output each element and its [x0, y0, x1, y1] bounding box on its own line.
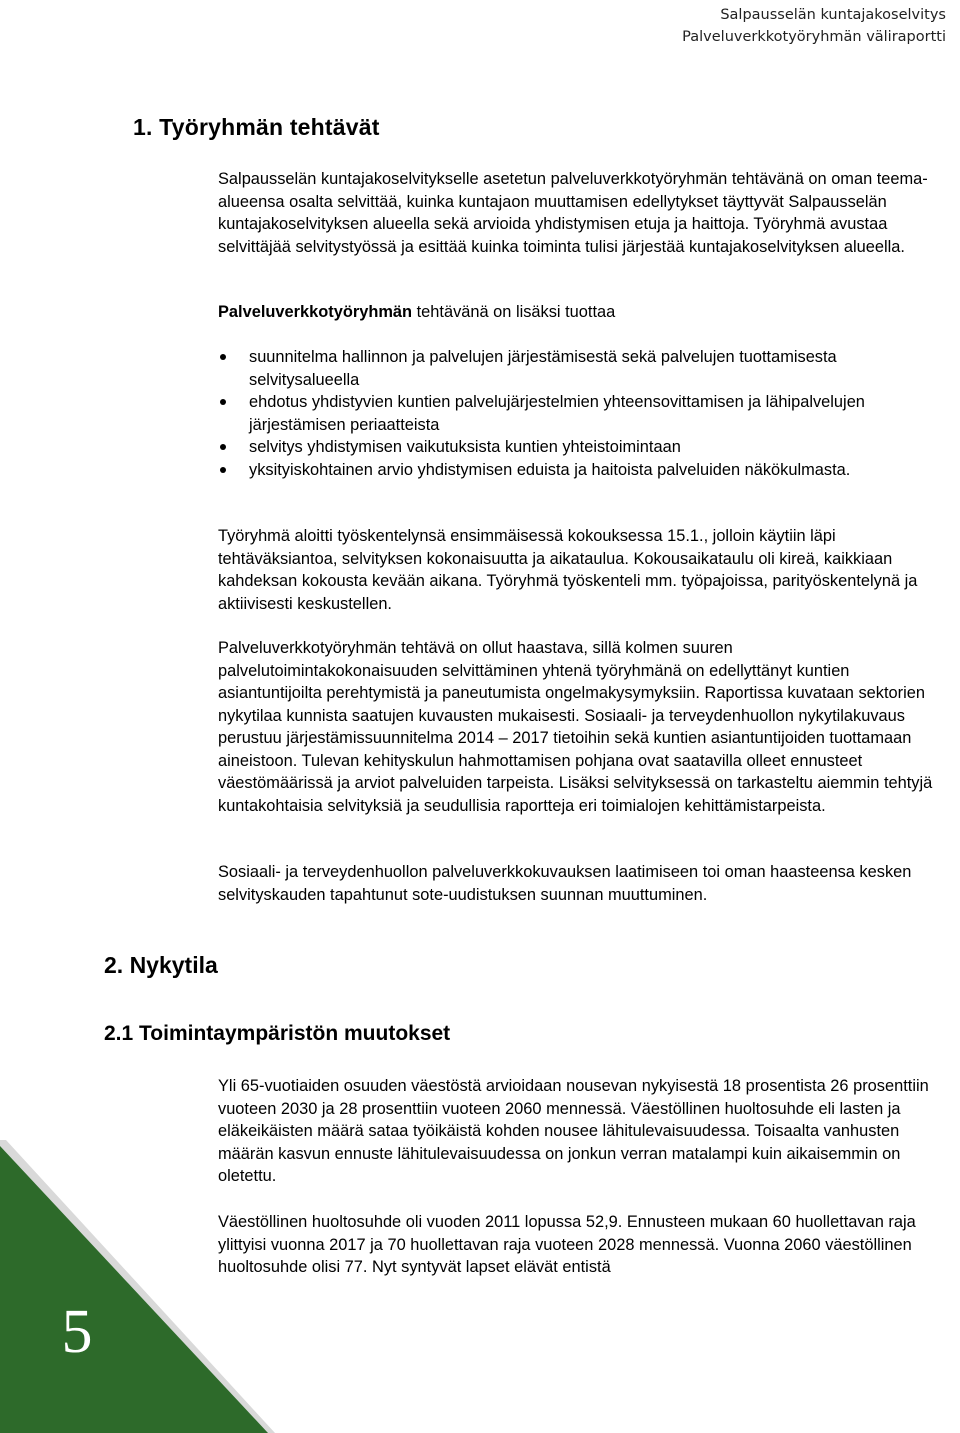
bullet-item: [218, 436, 950, 459]
bullet-text: yksityiskohtainen arvio yhdistymisen eduista ja haitoista palveluiden näkökulmasta.: [249, 460, 851, 479]
bullet-text: selvitys yhdistymisen vaikutuksista kuntien yhteistoimintaan: [249, 438, 681, 456]
bullet-item: [218, 459, 950, 482]
task-lead-rest: tehtävänä on lisäksi tuottaa: [416, 303, 616, 321]
challenge-paragraph: Palveluverkkotyöryhmän tehtävä on ollut haastava, sillä kolmen suuren palvelutoimintakokonaisuuden selvittäminen yhtenä työryhmänä on edellyttänyt kuntien asiantuntijoilta perehtymistä ja paneutumista ongelmakysymyksiin. Raportissa kuvataan sektorien nykytilaa kunnista saatujen kuvausten mukaisesti. Sosiaali- ja terveydenhuollon nykytilakuvaus perustuu järjestämissuunnitelma 2014 – 2017 tietoihin sekä kuntien asiantuntijoiden tuottamaan aineistoon. Tulevan kehityskulun hahmottamisen pohjana ovat saatavilla olleet ennusteet väestömäärissä ja arviot palveluiden tarpeista. Lisäksi selvityksessä on tarkasteltu aiemmin tehtyjä kuntakohtaisia selvityksiä ja seudullisia raportteja eri toimialojen kehittämistarpeista.: [218, 639, 933, 815]
header-report-title: Palveluverkkotyöryhmän väliraportti: [682, 29, 946, 45]
page-number: 5: [61, 1298, 93, 1366]
header-report-series: Salpausselän kuntajakoselvitys: [720, 7, 946, 23]
section-1-heading: 1. Työryhmän tehtävät: [133, 114, 380, 140]
task-bullet-list: [218, 346, 950, 481]
bullet-item: [218, 346, 950, 391]
page-corner-decoration: [0, 1140, 275, 1433]
bullet-item: [218, 391, 950, 436]
intro-paragraph: Salpausselän kuntajakoselvitykselle asetetun palveluverkkotyöryhmän tehtävänä on oman teema-alueensa osalta selvittää, kuinka kuntajaon muuttamisen edellytykset täyttyvät Salpausselän kuntajakoselvityksen alueella sekä arvioida yhdistymisen etuja ja haittoja. Työryhmä avustaa selvittäjää selvitystyössä ja esittää kuinka toiminta tulisi järjestää kuntajakoselvityksen alueella.: [218, 170, 928, 256]
task-lead-strong: Palveluverkkotyöryhmän: [218, 303, 413, 321]
bullet-dot-icon: [220, 467, 226, 473]
bullet-dot-icon: [220, 354, 226, 360]
task-lead-paragraph: [218, 301, 950, 324]
bullet-dot-icon: [220, 399, 226, 405]
running-header: [682, 4, 946, 48]
bullet-text: ehdotus yhdistyvien kuntien palvelujärjestelmien yhteensovittamisen ja lähipalvelujen järjestämisen periaatteista: [249, 393, 865, 434]
section-2-1-heading: 2.1 Toimintaympäristön muutokset: [104, 1022, 451, 1045]
section-2-heading: 2. Nykytila: [104, 952, 218, 978]
social-services-paragraph: Sosiaali- ja terveydenhuollon palveluverkkokuvauksen laatimiseen toi oman haasteensa kesken selvityskauden tapahtunut sote-uudistuksen suunnan muuttuminen.: [218, 863, 912, 904]
work-start-paragraph: Työryhmä aloitti työskentelynsä ensimmäisessä kokouksessa 15.1., jolloin käytiin läpi tehtäväksiantoa, selvityksen kokonaisuutta ja aikataulua. Kokousaikataulu oli kireä, kaikkiaan kahdeksan kokousta kevään aikana. Työryhmä työskenteli mm. työpajoissa, parityöskentelynä ja aktiivisesti keskustellen.: [218, 527, 918, 613]
bullet-dot-icon: [220, 444, 226, 450]
population-paragraph: Yli 65-vuotiaiden osuuden väestöstä arvioidaan nousevan nykyisestä 18 prosentista 26 prosenttiin vuoteen 2030 ja 28 prosenttiin vuoteen 2060 mennessä. Väestöllinen huoltosuhde eli lasten ja eläkeikäisten määrä sataa työikäistä kohden nousee lähitulevaisuudessa. Toisaalta vanhusten määrän kasvun ennuste lähitulevaisuudessa on jonkun verran matalampi kuin aikaisemmin on oletettu.: [218, 1077, 929, 1185]
bullet-text: suunnitelma hallinnon ja palvelujen järjestämisestä sekä palvelujen tuottamisesta selvitysalueella: [249, 348, 837, 389]
dependency-ratio-paragraph: Väestöllinen huoltosuhde oli vuoden 2011 lopussa 52,9. Ennusteen mukaan 60 huollettavan raja ylittyisi vuonna 2017 ja 70 huollettavan raja vuoteen 2028 mennessä. Vuonna 2060 väestöllinen huoltosuhde olisi 77. Nyt syntyvät lapset elävät entistä: [218, 1213, 916, 1276]
